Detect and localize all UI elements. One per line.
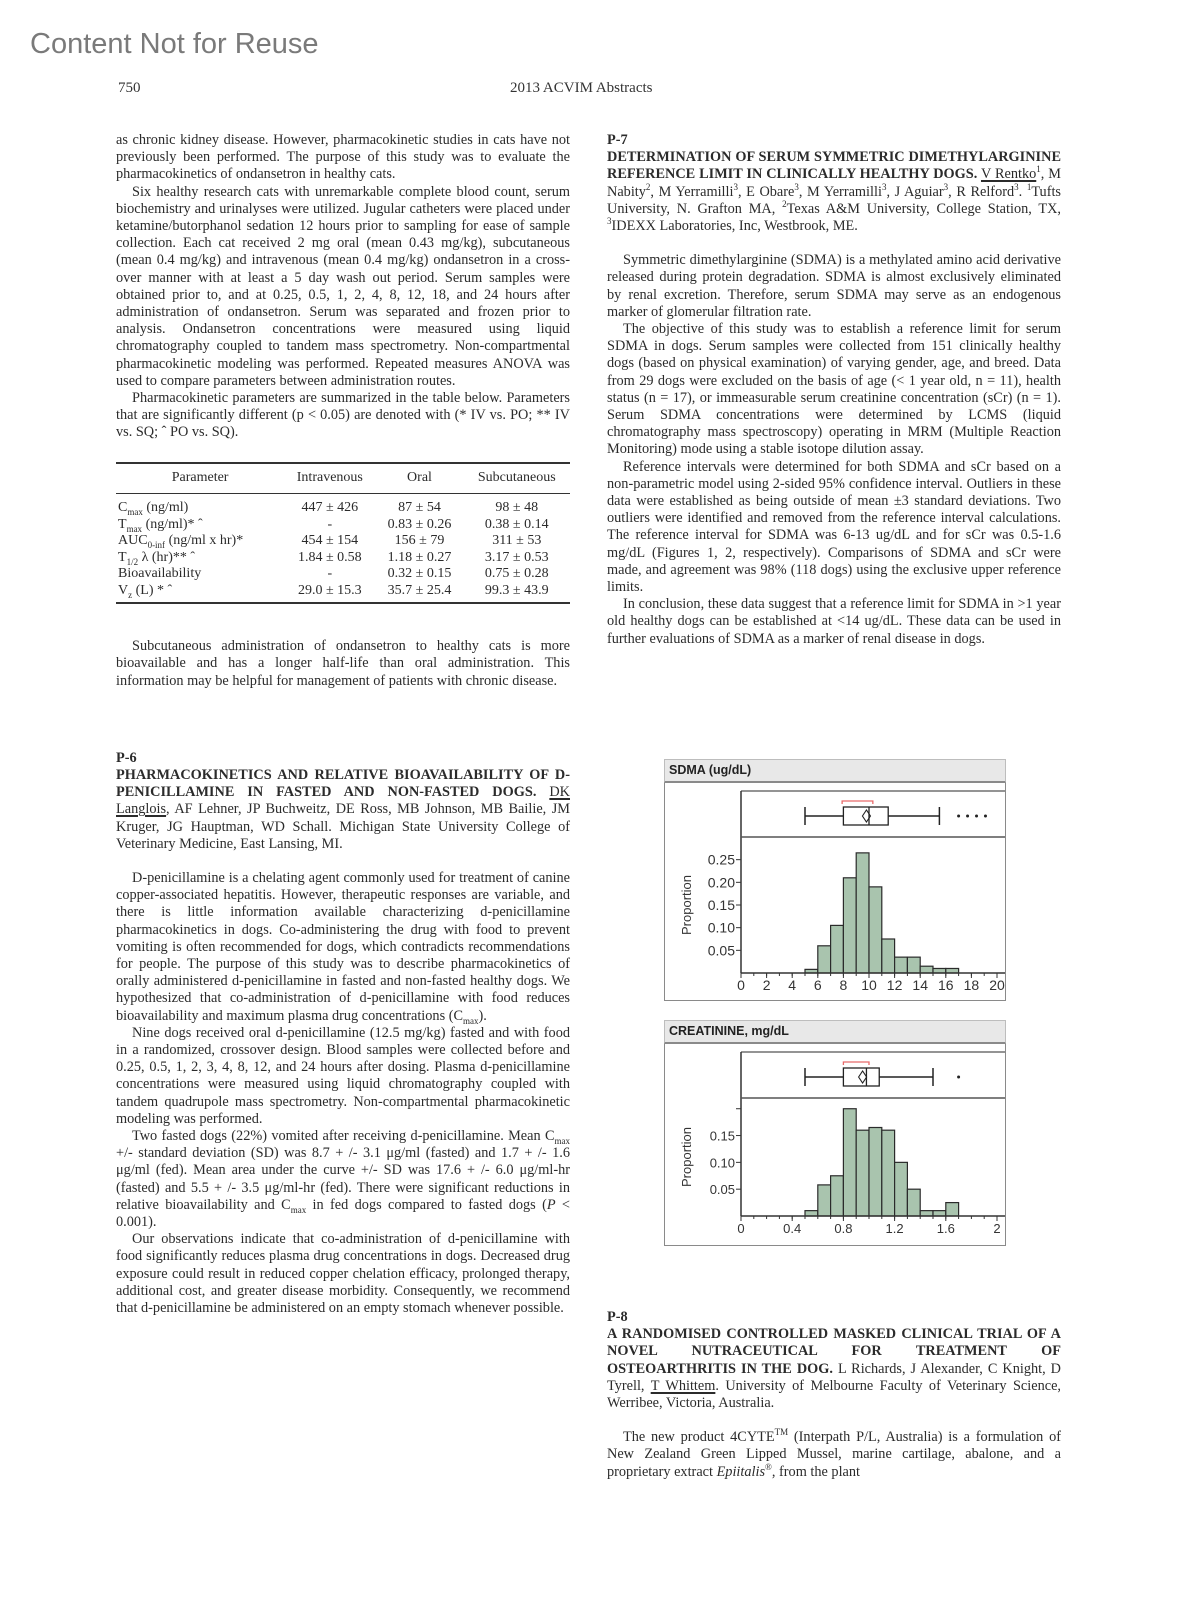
x-tick-label: 18 bbox=[963, 977, 980, 993]
histogram-bar bbox=[831, 1176, 844, 1216]
x-tick-label: 8 bbox=[839, 977, 848, 993]
x-tick-label: 6 bbox=[813, 977, 822, 993]
body-paragraph: D-penicillamine is a chelating agent commonly used for treatment of canine copper-associated hepatitis. However, therapeutic responses are variable, and there is little information available characterizing d-penicillamine pharmacokinetics in dogs. Co-administering the drug with food to prevent vomiting is often recommended for dogs, which contradicts recommendations for people. The purpose of this study was to describe pharmacokinetics of orally administered d-penicillamine in fasted and non-fasted healthy dogs. We hypothesized that co-administration of d-penicillamine with food reduces bioavailability and maximum plasma drug concentrations $(C_{max})$. bbox=[116, 869, 570, 1026]
iqr-box bbox=[843, 807, 888, 825]
value-cell-iv: 447 ± 426 bbox=[301, 500, 359, 516]
parameter-cell: Bioavailability bbox=[118, 566, 202, 582]
y-tick-label: 0.20 bbox=[707, 874, 735, 891]
x-tick-label: 2 bbox=[762, 977, 771, 993]
histogram-bar bbox=[920, 1211, 933, 1216]
table-header-row bbox=[116, 463, 570, 494]
intro-paragraph-1: as chronic kidney disease. However, pharmacokinetic studies in cats have not previously been performed. The purpose of this study was to evaluate the pharmacokinetics of ondansetron in healthy cats. bbox=[116, 132, 570, 183]
outlier-point bbox=[975, 815, 978, 818]
value-cell-sq: 311 ± 53 bbox=[492, 533, 542, 549]
value-cell-po: 0.32 ± 0.15 bbox=[387, 566, 452, 582]
table-row bbox=[116, 566, 570, 583]
right-column bbox=[607, 132, 1061, 648]
presenting-author: DK Langlois bbox=[116, 784, 570, 818]
parameter-cell: $AUC_{0-inf}$ (ng/ml x hr)* bbox=[118, 533, 244, 550]
parameter-cell: $T_{max}$ (ng/ml)* ˆ bbox=[118, 516, 203, 534]
abstract-title: PHARMACOKINETICS AND RELATIVE BIOAVAILABILITY OF D-PENICILLAMINE IN FASTED AND NON-FASTED DOGS. bbox=[116, 766, 570, 801]
y-tick-label: 0.15 bbox=[709, 1128, 735, 1144]
x-tick-label: 0.4 bbox=[783, 1221, 802, 1236]
shortest-half-bracket bbox=[843, 1062, 869, 1065]
x-tick-label: 0 bbox=[737, 977, 745, 993]
x-tick-label: 4 bbox=[788, 977, 797, 993]
value-cell-iv: 454 ± 154 bbox=[301, 533, 359, 549]
body-paragraph: Our observations indicate that co-administration of d-penicillamine with food significantly reduces plasma drug concentrations in dogs. Decreased drug exposure could result in reduced copper chelation efficacy, prolonged therapy, additional cost, and greater disease morbidity. Consequently, we recommend that d-penicillamine be administered on an empty stomach whenever possible. bbox=[116, 1231, 570, 1317]
histogram-bar bbox=[818, 1185, 831, 1216]
table-row bbox=[116, 517, 570, 534]
histogram-bar bbox=[831, 925, 844, 973]
x-tick-label: 10 bbox=[861, 977, 877, 993]
abstract-id: P-7 bbox=[607, 132, 628, 148]
sdma-histogram bbox=[665, 783, 1005, 995]
figure-title: CREATININE, mg/dL bbox=[664, 1020, 1006, 1044]
body-paragraph: The new product 4CYTE™ (Interpath P/L, Australia) is a formulation of New Zealand Green Lipped Mussel, marine cartilage, abalone, and a proprietary extract Epiitalis®, from the plant bbox=[607, 1427, 1061, 1480]
histogram-bar bbox=[882, 939, 895, 973]
histogram-bar bbox=[907, 957, 920, 973]
value-cell-iv: 1.84 ± 0.58 bbox=[297, 549, 362, 565]
value-cell-po: 87 ± 54 bbox=[398, 500, 441, 516]
page-number: 750 bbox=[118, 80, 141, 96]
histogram-bar bbox=[805, 1211, 818, 1216]
presenting-author: T Whittem bbox=[650, 1377, 716, 1394]
figure-sdma bbox=[664, 759, 1006, 1001]
parameter-cell: $T_{1/2}$ λ (hr)** ˆ bbox=[118, 549, 196, 567]
x-tick-label: 0 bbox=[737, 1221, 745, 1236]
value-cell-sq: 99.3 ± 43.9 bbox=[464, 583, 570, 604]
abstract-title: A RANDOMISED CONTROLLED MASKED CLINICAL TRIAL OF A NOVEL NUTRACEUTICAL FOR TREATMENT OF OSTEOARTHRITIS IN THE DOG. bbox=[607, 1326, 1061, 1377]
histogram-bar bbox=[882, 1130, 895, 1216]
abstract-p8 bbox=[607, 1309, 1061, 1481]
histogram-bar bbox=[869, 1128, 882, 1217]
table-row bbox=[116, 494, 570, 517]
histogram-bar bbox=[843, 1109, 856, 1216]
histogram-bar bbox=[818, 946, 831, 973]
conclusion-paragraph: Subcutaneous administration of ondansetron to healthy cats is more bioavailable and has a longer half-life than oral administration. This information may be helpful for management of patients with chronic disease. bbox=[116, 638, 570, 689]
y-tick-label: 0.25 bbox=[707, 851, 735, 868]
value-cell-iv: - bbox=[327, 566, 333, 582]
abstract-header bbox=[116, 767, 570, 853]
value-cell-iv: 29.0 ± 15.3 bbox=[284, 583, 375, 604]
value-cell-sq: 3.17 ± 0.53 bbox=[484, 549, 549, 565]
y-tick-label: 0.15 bbox=[707, 897, 735, 913]
outlier-point bbox=[966, 815, 969, 818]
x-tick-label: 12 bbox=[886, 977, 903, 993]
x-tick-label: 1.2 bbox=[885, 1221, 904, 1236]
intro-paragraph-2: Six healthy research cats with unremarkable complete blood count, serum biochemistry and urinalyses were utilized. Jugular catheters were placed under ketamine/butorphanol sedation 12 hours prior to sampling for ease of sample collection. Each cat received 2 mg oral (mean 0.43 mg/kg), subcutaneous (mean 0.4 mg/kg) and intravenous (mean 0.4 mg/kg) ondansetron in a cross-over manner with at least a 5 day wash out period. Serum samples were obtained prior to, and at 0.25, 0.5, 1, 2, 4, 8, 12, 18, and 24 hours after administration of ondansetron. Serum was separated and frozen prior to analysis. Ondansetron concentrations were measured using liquid chromatography coupled to tandem mass spectrometry. Non-compartmental pharmacokinetic modeling was performed. Repeated measures ANOVA was used to compare parameters between administration routes. bbox=[116, 183, 570, 389]
value-cell-iv: - bbox=[327, 516, 333, 532]
body-paragraph: In conclusion, these data suggest that a reference limit for SDMA in >1 year old healthy dogs can be established at <14 ug/dL. These data can be used in further evaluations of SDMA as a marker of renal disease in dogs. bbox=[607, 596, 1061, 647]
x-tick-label: 0.8 bbox=[834, 1221, 853, 1236]
outlier-point bbox=[984, 815, 987, 818]
table-row bbox=[116, 583, 570, 604]
x-tick-label: 16 bbox=[938, 977, 954, 993]
value-cell-sq: 0.75 ± 0.28 bbox=[484, 566, 549, 582]
author-list: , AF Lehner, JP Buchweitz, DE Ross, MB Johnson, MB Bailie, JM Kruger, JG Hauptman, WD Schall. Michigan State University College of Veterinary Medicine, East Lansing, MI. bbox=[116, 801, 570, 852]
value-cell-po: 156 ± 79 bbox=[394, 533, 445, 549]
abstract-title: DETERMINATION OF SERUM SYMMETRIC DIMETHYLARGININE REFERENCE LIMIT IN CLINICALLY HEALTHY DOGS. bbox=[607, 149, 1061, 183]
table-row bbox=[116, 533, 570, 550]
histogram-bar bbox=[843, 878, 856, 973]
value-cell-po: 35.7 ± 25.4 bbox=[375, 583, 463, 604]
parameter-cell: $V_z$ (L) * ˆ bbox=[116, 583, 284, 604]
outlier-point bbox=[957, 815, 960, 818]
y-axis-label: Proportion bbox=[679, 1127, 694, 1187]
y-tick-label: 0.05 bbox=[709, 1182, 735, 1198]
value-cell-po: 0.83 ± 0.26 bbox=[387, 516, 452, 532]
histogram-bar bbox=[920, 966, 933, 973]
y-tick-label: 0.10 bbox=[709, 1155, 735, 1171]
x-tick-label: 1.6 bbox=[936, 1221, 955, 1236]
column-header: Parameter bbox=[116, 463, 284, 494]
value-cell-sq: 98 ± 48 bbox=[495, 500, 539, 516]
histogram-bar bbox=[856, 853, 869, 973]
creatinine-histogram bbox=[665, 1044, 1005, 1240]
x-tick-label: 14 bbox=[912, 977, 928, 993]
table-row bbox=[116, 550, 570, 567]
histogram-bar bbox=[869, 887, 882, 973]
histogram-bar bbox=[895, 957, 908, 973]
figure-title: SDMA (ug/dL) bbox=[664, 759, 1006, 783]
y-axis-label: Proportion bbox=[679, 875, 694, 935]
histogram-bar bbox=[895, 1162, 908, 1216]
x-tick-label: 2 bbox=[993, 1221, 1001, 1236]
watermark: Content Not for Reuse bbox=[30, 28, 319, 60]
histogram-bar bbox=[856, 1130, 869, 1216]
histogram-bar bbox=[933, 1211, 946, 1216]
shortest-half-bracket bbox=[842, 801, 873, 804]
body-paragraph: Two fasted dogs (22%) vomited after receiving d-penicillamine. Mean $C_{max}$ +/- standard deviation (SD) was 8.7 + /- 3.1 μg/ml (fasted) and 1.7 + /- 1.6 μg/ml (fed). Mean area under the curve +/- SD was 17.6 + /- 6.0 μg/ml-hr (fasted) and 5.5 + /- 3.5 μg/ml-hr (fed). There were significant reductions in relative bioavailability and $C_{max}$ in fed dogs compared to fasted dogs (P < 0.001). bbox=[116, 1128, 570, 1231]
left-column bbox=[116, 132, 570, 1317]
value-cell-po: 1.18 ± 0.27 bbox=[387, 549, 452, 565]
abstract-id: P-8 bbox=[607, 1309, 628, 1325]
column-header: Subcutaneous bbox=[464, 463, 570, 494]
running-head: 2013 ACVIM Abstracts bbox=[510, 80, 653, 96]
body-paragraph: Nine dogs received oral d-penicillamine (12.5 mg/kg) fasted and with food in a randomized, crossover design. Blood samples were collected before and 0.25, 0.5, 1, 2, 3, 4, 8, 12, and 24 hours after dosing. Plasma d-penicillamine concentrations were measured using liquid chromatography coupled with tandem quadrupole mass spectrometry. Non-compartmental pharmacokinetic modeling was performed. bbox=[116, 1024, 570, 1127]
iqr-box bbox=[843, 1068, 879, 1086]
abstract-header: A RANDOMISED CONTROLLED MASKED CLINICAL TRIAL OF A NOVEL NUTRACEUTICAL FOR TREATMENT OF OSTEOARTHRITIS IN THE DOG. L Richards, J Alexander, C Knight, D Tyrell, T Whittem. University of Melbourne Faculty of Veterinary Science, Werribee, Victoria, Australia. bbox=[607, 1326, 1061, 1412]
body-paragraph: Reference intervals were determined for both SDMA and sCr based on a non-parametric model using 2-sided 95% confidence interval. Outliers in these data were established as being outside of mean ±3 standard deviations. Two outliers were identified and removed from the reference interval calculations. The reference interval for SDMA was 6-13 ug/dL and for sCr was 0.5-1.6 mg/dL (Figures 1, 2, respectively). Comparisons of SDMA and sCr were made, and agreement was 98% (118 dogs) using the exclusive upper reference limits. bbox=[607, 458, 1061, 596]
body-paragraph: The objective of this study was to establish a reference limit for serum SDMA in dogs. Serum samples were collected from 151 clinically healthy dogs (based on physical examination) of varying gender, age, and breed. Data from 29 dogs were excluded on the basis of age (< 1 year old, n = 11), health status (n = 17), or immeasurable serum creatinine concentration (sCr) (n = 1). Serum SDMA concentrations were determined by LCMS (liquid chromatography mass spectroscopy) operating in MRM (Multiple Reaction Monitoring) mode using a stable isotope dilution assay. bbox=[607, 321, 1061, 458]
pk-parameters-table bbox=[116, 462, 570, 605]
figure-creatinine bbox=[664, 1020, 1006, 1246]
histogram-bar bbox=[907, 1189, 920, 1216]
abstract-id: P-6 bbox=[116, 749, 137, 766]
intro-paragraph-3: Pharmacokinetic parameters are summarized in the table below. Parameters that are significantly different (p < 0.05) are denoted with (* IV vs. PO; ** IV vs. SQ; ˆ PO vs. SQ). bbox=[116, 390, 570, 441]
column-header: Intravenous bbox=[284, 463, 375, 494]
parameter-cell: $C_{max}$ (ng/ml) bbox=[118, 500, 189, 517]
y-tick-label: 0.10 bbox=[707, 919, 735, 936]
y-tick-label: 0.05 bbox=[707, 942, 735, 959]
body-paragraph: Symmetric dimethylarginine (SDMA) is a methylated amino acid derivative released during protein degradation. SDMA is almost exclusively eliminated by renal excretion. Therefore, serum SDMA may serve as an endogenous marker of glomerular filtration rate. bbox=[607, 252, 1061, 320]
value-cell-sq: 0.38 ± 0.14 bbox=[484, 516, 549, 532]
column-header: Oral bbox=[375, 463, 463, 494]
presenting-author: V Rentko bbox=[980, 166, 1037, 183]
x-tick-label: 20 bbox=[989, 977, 1005, 993]
histogram-bar bbox=[946, 1203, 959, 1216]
abstract-header: DETERMINATION OF SERUM SYMMETRIC DIMETHYLARGININE REFERENCE LIMIT IN CLINICALLY HEALTHY DOGS. V Rentko$^1$, M Nabity$^2$, M Yerramilli$^3$, E Obare$^3$, M Yerramilli$^3$, J Aguiar$^3$, R Relford$^3$. $^1$Tufts University, N. Grafton MA, $^2$Texas A&M University, College Station, TX, $^3$IDEXX Laboratories, Inc, Westbrook, ME. bbox=[607, 149, 1061, 235]
outlier-point bbox=[957, 1076, 960, 1079]
